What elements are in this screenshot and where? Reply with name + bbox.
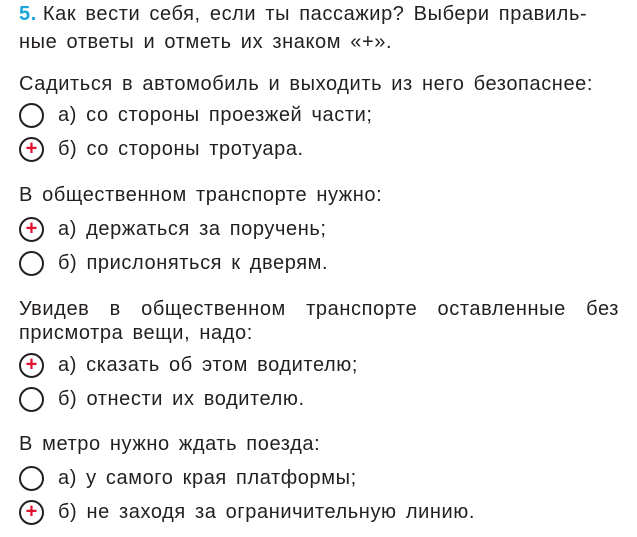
question-2-option-b[interactable] xyxy=(19,248,328,278)
checkbox-circle[interactable] xyxy=(19,103,44,128)
question-3-text-line-2: присмотра вещи, надо: xyxy=(19,322,253,344)
question-3-text-line-1 xyxy=(19,297,619,321)
question-3-option-b[interactable] xyxy=(19,384,305,414)
checkbox-circle-checked[interactable] xyxy=(19,353,44,378)
question-4-text: В метро нужно ждать поезда: xyxy=(19,433,321,455)
option-label: а) со стороны проезжей части; xyxy=(58,104,373,126)
question-4-option-a[interactable] xyxy=(19,463,357,493)
checkbox-circle[interactable] xyxy=(19,466,44,491)
plus-mark-icon: + xyxy=(25,217,38,240)
question-2-text: В общественном транспорте нужно: xyxy=(19,184,383,206)
checkbox-circle[interactable] xyxy=(19,251,44,276)
option-label: б) со стороны тротуара. xyxy=(58,138,304,160)
question-4-option-b[interactable] xyxy=(19,497,475,527)
question-3-option-a[interactable] xyxy=(19,350,358,380)
checkbox-circle-checked[interactable] xyxy=(19,137,44,162)
task-number: 5. xyxy=(19,3,37,25)
checkbox-circle-checked[interactable] xyxy=(19,217,44,242)
option-label: б) прислоняться к дверям. xyxy=(58,252,329,274)
plus-mark-icon: + xyxy=(25,137,38,160)
question-1-option-b[interactable] xyxy=(19,134,304,164)
plus-mark-icon: + xyxy=(25,500,38,523)
checkbox-circle[interactable] xyxy=(19,387,44,412)
question-1-text: Садиться в автомобиль и выходить из него безопаснее: xyxy=(19,73,594,95)
option-label: б) отнести их водителю. xyxy=(58,388,305,410)
task-text-line-2: ные ответы и отметь их знаком «+». xyxy=(19,31,393,53)
option-label: б) не заходя за ограничительную линию. xyxy=(58,501,476,523)
task-text-line-1: Как вести себя, если ты пассажир? Выбери правиль- xyxy=(42,3,588,25)
option-label: а) держаться за поручень; xyxy=(58,218,327,240)
task-line-1 xyxy=(19,2,587,26)
plus-mark-icon: + xyxy=(25,353,38,376)
question-3-text-line-1-content: Увидев в общественном транспорте оставленные без xyxy=(19,298,619,320)
question-2-option-a[interactable] xyxy=(19,214,327,244)
question-1-option-a[interactable] xyxy=(19,100,373,130)
checkbox-circle-checked[interactable] xyxy=(19,500,44,525)
option-label: а) у самого края платформы; xyxy=(58,467,357,489)
option-label: а) сказать об этом водителю; xyxy=(58,354,359,376)
